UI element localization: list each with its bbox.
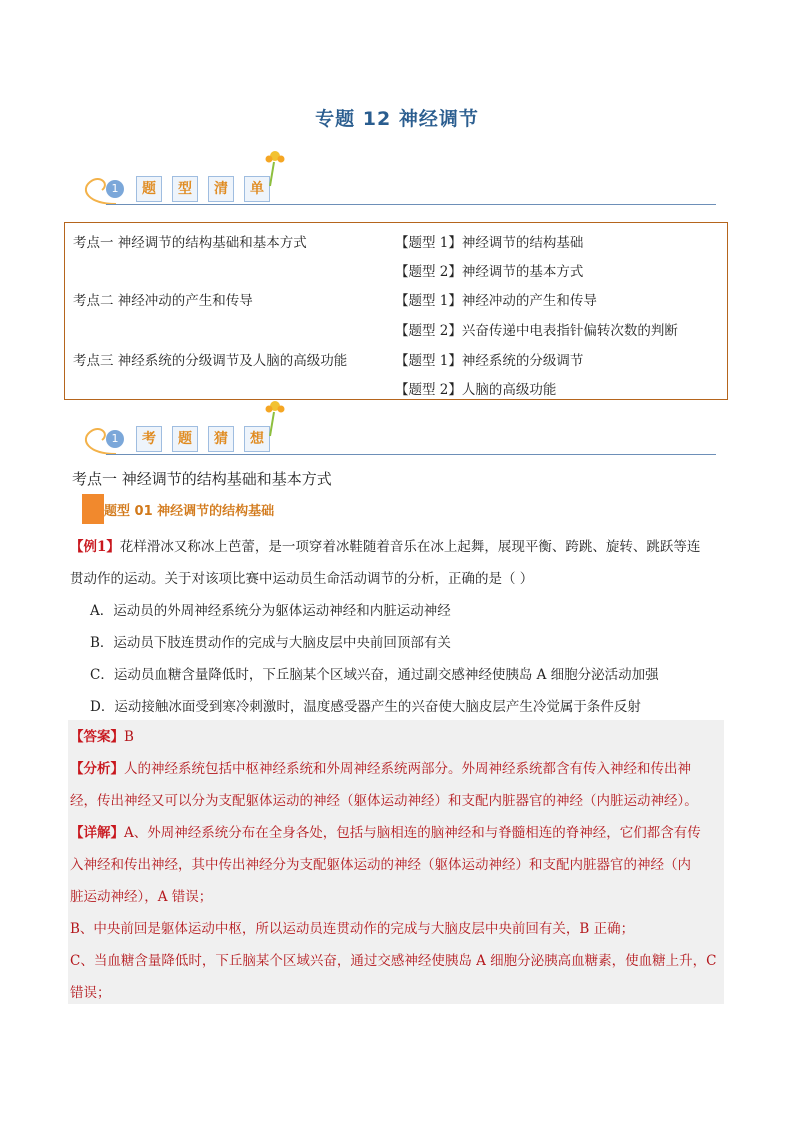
toc-tixing: 【题型 2】人脑的高级功能: [395, 382, 557, 398]
banner-char: 题: [172, 426, 198, 452]
option-c: C．运动员血糖含量降低时，下丘脑某个区域兴奋，通过副交感神经使胰岛 A 细胞分泌活动加强: [90, 667, 659, 683]
toc-kaodian: 考点二 神经冲动的产生和传导: [73, 293, 253, 309]
toc-tixing: 【题型 1】神经冲动的产生和传导: [395, 293, 597, 309]
toc-tixing: 【题型 1】神经系统的分级调节: [395, 353, 584, 369]
detail-line2: 入神经和传出神经，其中传出神经分为支配躯体运动的神经（躯体运动神经）和支配内脏器官的神经（内: [70, 857, 691, 873]
toc-kaodian: 考点三 神经系统的分级调节及人脑的高级功能: [73, 353, 348, 369]
flower-icon: [264, 398, 288, 438]
tixing-marker: [82, 494, 104, 522]
detail-tag: 【详解】: [70, 825, 124, 841]
answer-tag: 【答案】: [70, 729, 124, 745]
banner-char: 清: [208, 176, 234, 202]
example-tag: 【例1】: [70, 539, 120, 555]
analysis-line1: 【分析】人的神经系统包括中枢神经系统和外周神经系统两部分。外周神经系统都含有传入神经和传出神: [70, 761, 691, 777]
page-title: 专题 12 神经调节: [315, 108, 479, 130]
option-d: D．运动接触冰面受到寒冷刺激时，温度感受器产生的兴奋使大脑皮层产生冷觉属于条件反射: [90, 699, 641, 715]
analysis-line2: 经，传出神经又可以分为支配躯体运动的神经（躯体运动神经）和支配内脏器官的神经（内脏运动神经）。: [70, 793, 698, 809]
tixing-label: 题型 01 神经调节的结构基础: [104, 504, 275, 519]
banner-char: 型: [172, 176, 198, 202]
section-banner-question-list: [76, 160, 716, 210]
banner-char: 猜: [208, 426, 234, 452]
detail-line3: 脏运动神经），A 错误；: [70, 889, 213, 905]
question-type-table: [64, 222, 728, 400]
analysis-tag: 【分析】: [70, 761, 124, 777]
flower-icon: [264, 148, 288, 188]
option-b: B．运动员下肢连贯动作的完成与大脑皮层中央前回顶部有关: [90, 635, 451, 651]
banner-number-badge: 1: [106, 430, 124, 448]
detail-line1: 【详解】A、外周神经系统分布在全身各处，包括与脑相连的脑神经和与脊髓相连的脊神经，它们都含有传: [70, 825, 701, 841]
banner-char: 题: [136, 176, 162, 202]
banner-number-badge: 1: [106, 180, 124, 198]
detail-line6: 错误；: [70, 985, 111, 1001]
detail-line5: C、当血糖含量降低时，下丘脑某个区域兴奋，通过交感神经使胰岛 A 细胞分泌胰高血糖素，使血糖上升，C: [70, 953, 717, 969]
toc-kaodian: 考点一 神经调节的结构基础和基本方式: [73, 235, 307, 251]
banner-underline: [106, 204, 716, 205]
banner-char: 考: [136, 426, 162, 452]
section-banner-predictions: [76, 410, 716, 460]
option-a: A．运动员的外周神经系统分为躯体运动神经和内脏运动神经: [90, 603, 451, 619]
answer-value: B: [124, 729, 134, 745]
banner-char: 单: [244, 176, 270, 202]
toc-tixing: 【题型 2】兴奋传递中电表指针偏转次数的判断: [395, 323, 678, 339]
answer-line: [70, 729, 134, 745]
detail-line4: B、中央前回是躯体运动中枢，所以运动员连贯动作的完成与大脑皮层中央前回有关，B 正确；: [70, 921, 635, 937]
example-stem-line2: 贯动作的运动。关于对该项比赛中运动员生命活动调节的分析，正确的是（ ）: [70, 571, 534, 587]
kaodian-heading: 考点一 神经调节的结构基础和基本方式: [72, 470, 332, 488]
tixing-marker-underline: [82, 520, 104, 524]
toc-tixing: 【题型 1】神经调节的结构基础: [395, 235, 584, 251]
example-stem-line1: 【例1】花样滑冰又称冰上芭蕾，是一项穿着冰鞋随着音乐在冰上起舞，展现平衡、跨跳、旋转、跳跃等连: [70, 539, 701, 555]
banner-char: 想: [244, 426, 270, 452]
banner-underline: [106, 454, 716, 455]
toc-tixing: 【题型 2】神经调节的基本方式: [395, 264, 584, 280]
